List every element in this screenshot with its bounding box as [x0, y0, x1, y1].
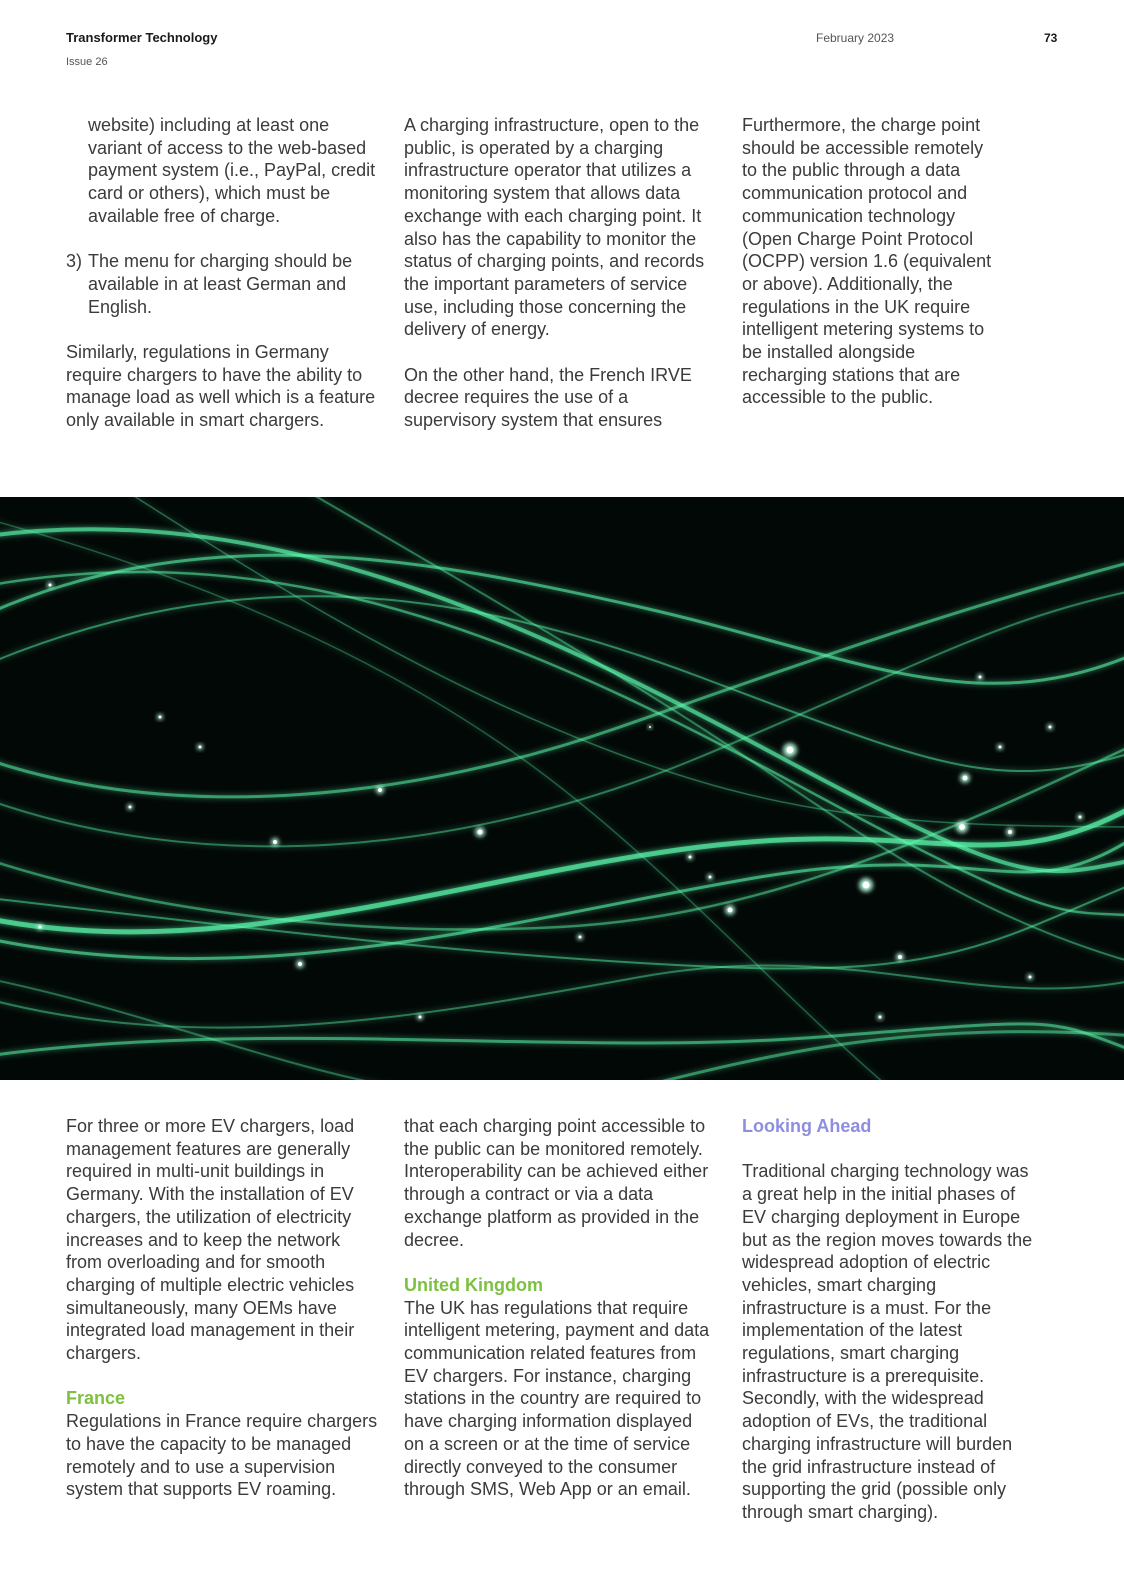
light-particle-core — [709, 876, 712, 879]
publication-date: February 2023 — [816, 31, 895, 45]
paragraph: website) including at least one variant of access to the web-based payment system (i.e., PayPal, credit card or others), which must be available free of charge. — [88, 115, 376, 226]
light-particle-core — [787, 747, 794, 754]
page-number: 73 — [1044, 31, 1058, 45]
light-particle-core — [979, 676, 982, 679]
light-particle-core — [159, 716, 162, 719]
section-heading-united-kingdom: United Kingdom — [404, 1274, 543, 1295]
top-column-2 — [404, 114, 716, 432]
light-particle-core — [49, 584, 52, 587]
light-streak — [0, 529, 1124, 871]
light-streak — [0, 797, 1124, 932]
page-header — [0, 0, 1124, 80]
light-particle-core — [478, 830, 483, 835]
publication-title: Transformer Technology — [66, 30, 218, 45]
paragraph: The UK has regulations that require intelligent metering, payment and data communication related features from EV chargers. For instance, charging stations in the country are required to have charging information displayed on a screen or at the time of service directly conveyed to the consumer through SMS, Web App or an email. — [404, 1297, 710, 1500]
light-streak — [0, 977, 500, 1080]
top-column-1 — [66, 114, 378, 432]
list-item-3 — [66, 250, 378, 318]
light-particle-core — [129, 806, 132, 809]
light-particle-core — [199, 746, 202, 749]
light-particle-core — [1029, 976, 1032, 979]
section-heading-france: France — [66, 1388, 126, 1409]
paragraph: For three or more EV chargers, load management features are generally required in multi-unit buildings in Germany. With the installation of EV chargers, the utilization of electricity increases and to keep the network from overloading and for smooth charging of multiple electric vehicles simultaneously, many OEMs have integrated load management in their chargers. — [66, 1116, 355, 1364]
light-streak — [0, 555, 1124, 683]
bottom-column-1 — [66, 1115, 378, 1501]
light-streaks-banner — [0, 497, 1124, 1080]
light-particle-core — [1049, 726, 1052, 729]
issue-number: Issue 26 — [66, 56, 108, 68]
light-streak — [0, 737, 1124, 929]
paragraph: On the other hand, the French IRVE decree requires the use of a supervisory system that ensures — [404, 364, 692, 431]
paragraph: Similarly, regulations in Germany require chargers to have the ability to manage load as well which is a feature only available in smart chargers. — [66, 342, 376, 431]
bottom-column-3 — [742, 1115, 1042, 1524]
light-particle-core — [1008, 830, 1012, 834]
top-column-3 — [742, 114, 992, 409]
list-number: 3) — [66, 251, 83, 272]
section-heading-looking-ahead: Looking Ahead — [742, 1116, 872, 1136]
paragraph: Traditional charging technology was a great help in the initial phases of EV charging deployment in Europe but as the region moves towards the widespread adoption of electric vehicles, smart charging infrastructure is a must. For the implementation of the latest regulations, smart charging infrastructure is a prerequisite. Secondly, with the widespread adoption of EVs, the traditional charging infrastructure will burden the grid infrastructure instead of supporting the grid (possible only through smart charging). — [742, 1161, 1033, 1522]
paragraph: Furthermore, the charge point should be accessible remotely to the public through a data communication protocol and communication technology (Open Charge Point Protocol (OCPP) version 1.6 (equivalent or above). Additionally, the regulations in the UK require intelligent metering systems to be installed alongside recharging stations that are accessible to the public. — [742, 115, 992, 408]
paragraph: that each charging point accessible to the public can be monitored remotely. Interoperability can be achieved either through a contract or via a data exchange platform as provided in the decree. — [404, 1116, 709, 1250]
light-streak — [0, 1024, 1124, 1057]
light-particle-core — [728, 908, 733, 913]
light-streaks-illustration — [0, 497, 1124, 1080]
paragraph: A charging infrastructure, open to the public, is operated by a charging infrastructure operator that utilizes a monitoring system that allows data exchange with each charging point. It also has the capability to monitor the status of charging points, and records the important parameters of service use, including those concerning the delivery of energy. — [404, 115, 705, 340]
light-streak — [0, 557, 1124, 797]
light-particle-core — [419, 1016, 422, 1019]
paragraph: Regulations in France require chargers to have the capacity to be managed remotely and to use a supervision system that supports EV roaming. — [66, 1411, 378, 1500]
light-particle-core — [273, 840, 277, 844]
light-particle-core — [298, 962, 302, 966]
light-particle-core — [898, 955, 902, 959]
light-particle-core — [963, 776, 968, 781]
light-streak — [600, 1032, 1124, 1080]
light-particle-core — [579, 936, 582, 939]
light-particle-core — [999, 746, 1002, 749]
light-particle-core — [689, 856, 692, 859]
light-particle-core — [649, 726, 651, 728]
light-particle-core — [959, 824, 965, 830]
light-particle-core — [863, 882, 870, 889]
light-particle-core — [378, 788, 382, 792]
light-particle-core — [879, 1016, 882, 1019]
light-streak — [0, 587, 1124, 846]
list-text: The menu for charging should be available in at least German and English. — [88, 251, 353, 317]
bottom-column-2 — [404, 1115, 716, 1501]
light-streak — [0, 965, 1124, 1027]
light-particle-core — [39, 926, 42, 929]
light-particle-core — [1079, 816, 1082, 819]
